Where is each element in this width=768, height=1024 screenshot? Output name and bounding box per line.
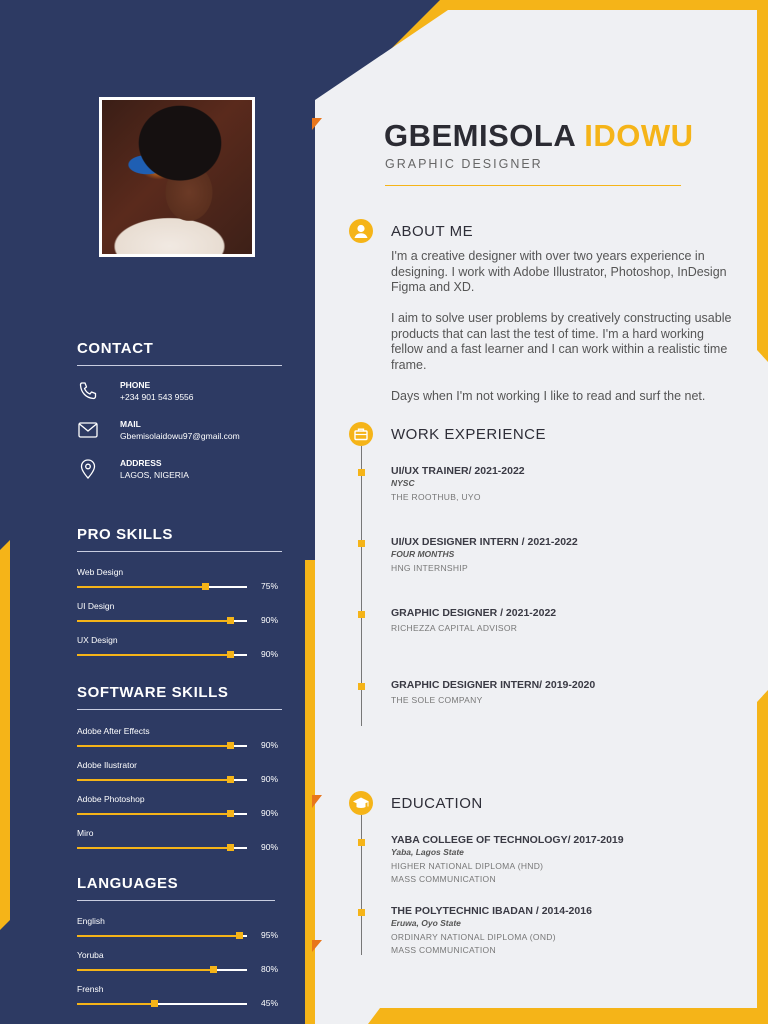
timeline-dot [358, 611, 365, 618]
pro-skill-row [77, 635, 287, 665]
software-skill-name: Adobe Ilustrator [77, 760, 138, 770]
location-pin-icon [77, 458, 99, 480]
pro-skill-bar-fill [77, 586, 205, 588]
last-name: IDOWU [584, 118, 694, 153]
profile-photo [102, 100, 252, 254]
about-paragraph: I'm a creative designer with over two years experience in designing. I work with Adobe Illustrator, Photoshop, InDesign Figma and XD. [391, 249, 727, 294]
language-bar-marker [151, 1000, 158, 1007]
mail-icon [77, 419, 99, 441]
work-entry [391, 679, 731, 707]
contact-address-value: LAGOS, NIGERIA [120, 470, 189, 480]
software-skill-bar-marker [227, 810, 234, 817]
software-skills-heading: SOFTWARE SKILLS [77, 684, 282, 710]
about-paragraph: I aim to solve user problems by creatively constructing usable products that can last the test of time. I'm a hard working fellow and a fast learner and I can work within a realistic time frame. [391, 311, 732, 372]
work-entry-org: THE SOLE COMPANY [391, 695, 483, 705]
name-divider [385, 185, 681, 186]
work-entry [391, 536, 731, 575]
software-skill-bar [77, 779, 247, 781]
software-skill-bar-fill [77, 779, 230, 781]
timeline-dot [358, 683, 365, 690]
language-percent: 80% [261, 964, 279, 974]
software-skill-percent: 90% [261, 842, 279, 852]
about-paragraph: Days when I'm not working I like to read and surf the net. [391, 388, 706, 403]
work-entry [391, 465, 731, 504]
phone-icon [77, 380, 99, 402]
contact-phone-label: PHONE [120, 380, 151, 390]
software-skill-row [77, 726, 287, 756]
language-bar [77, 1003, 247, 1005]
work-entry-org: RICHEZZA CAPITAL ADVISOR [391, 623, 518, 633]
education-entry-title: THE POLYTECHNIC IBADAN / 2014-2016 [391, 905, 592, 917]
language-row [77, 916, 287, 946]
language-row [77, 984, 287, 1014]
software-skill-row [77, 760, 287, 790]
contact-phone-value: +234 901 543 9556 [120, 392, 194, 402]
pro-skill-row [77, 567, 287, 597]
work-entry [391, 607, 731, 635]
pro-skill-bar [77, 620, 247, 622]
software-skill-bar-marker [227, 742, 234, 749]
education-entry-details [391, 860, 731, 885]
contact-address [77, 458, 282, 488]
education-entry-line: MASS COMMUNICATION [391, 873, 496, 884]
language-name: English [77, 916, 105, 926]
language-bar-fill [77, 969, 213, 971]
software-skill-row [77, 794, 287, 824]
education-entry-location: Eruwa, Oyo State [391, 918, 461, 928]
profile-photo-frame [99, 97, 255, 257]
contact-phone[interactable] [77, 380, 282, 410]
language-bar [77, 935, 247, 937]
job-role: GRAPHIC DESIGNER [385, 157, 543, 171]
work-entry-org: THE ROOTHUB, UYO [391, 492, 481, 502]
language-row [77, 950, 287, 980]
briefcase-icon [349, 422, 373, 446]
contact-mail-label: MAIL [120, 419, 141, 429]
work-entry-title: UI/UX TRAINER/ 2021-2022 [391, 465, 525, 477]
work-entry-title: UI/UX DESIGNER INTERN / 2021-2022 [391, 536, 578, 548]
work-entry-title: GRAPHIC DESIGNER INTERN/ 2019-2020 [391, 679, 596, 691]
pro-skill-name: UI Design [77, 601, 115, 611]
timeline-dot [358, 469, 365, 476]
software-skill-bar-marker [227, 776, 234, 783]
pro-skill-bar [77, 654, 247, 656]
software-skill-bar [77, 745, 247, 747]
software-skill-bar-fill [77, 847, 230, 849]
pro-skill-bar-fill [77, 654, 230, 656]
pro-skill-percent: 90% [261, 615, 279, 625]
languages-heading: LANGUAGES [77, 875, 275, 901]
software-skill-name: Adobe Photoshop [77, 794, 145, 804]
software-skill-bar [77, 847, 247, 849]
contact-mail[interactable] [77, 419, 282, 449]
contact-address-label: ADDRESS [120, 458, 162, 468]
education-entry-details [391, 931, 731, 956]
pro-skill-percent: 90% [261, 649, 279, 659]
software-skill-percent: 90% [261, 774, 279, 784]
software-skill-bar-fill [77, 813, 230, 815]
software-skill-bar-marker [227, 844, 234, 851]
education-entry-line: ORDINARY NATIONAL DIPLOMA (OND) [391, 932, 556, 942]
software-skill-bar-fill [77, 745, 230, 747]
pro-skills-heading: PRO SKILLS [77, 526, 282, 552]
education-entry [391, 834, 731, 885]
first-name: GBEMISOLA [384, 118, 576, 153]
language-name: Yoruba [77, 950, 104, 960]
work-heading: WORK EXPERIENCE [391, 426, 547, 443]
language-bar [77, 969, 247, 971]
pro-skill-name: Web Design [77, 567, 124, 577]
education-entry-line: HIGHER NATIONAL DIPLOMA (HND) [391, 861, 544, 871]
software-skill-name: Adobe After Effects [77, 726, 150, 736]
software-skill-name: Miro [77, 828, 94, 838]
timeline-dot [358, 909, 365, 916]
education-entry [391, 905, 731, 956]
work-entry-title: GRAPHIC DESIGNER / 2021-2022 [391, 607, 557, 619]
timeline-dot [358, 540, 365, 547]
education-timeline [361, 815, 362, 955]
pro-skill-bar-marker [227, 651, 234, 658]
software-skill-bar [77, 813, 247, 815]
graduation-cap-icon [349, 791, 373, 815]
work-entry-subtitle: NYSC [391, 478, 415, 488]
education-heading: EDUCATION [391, 795, 483, 812]
software-skill-percent: 90% [261, 808, 279, 818]
timeline-dot [358, 839, 365, 846]
about-heading: ABOUT ME [391, 223, 474, 240]
work-entry-org: HNG INTERNSHIP [391, 563, 468, 573]
person-icon [349, 219, 373, 243]
contact-heading: CONTACT [77, 340, 282, 366]
pro-skill-name: UX Design [77, 635, 118, 645]
work-entry-subtitle: FOUR MONTHS [391, 549, 455, 559]
pro-skill-bar-fill [77, 620, 230, 622]
education-entry-location: Yaba, Lagos State [391, 847, 464, 857]
language-bar-fill [77, 935, 239, 937]
pro-skill-row [77, 601, 287, 631]
education-entry-title: YABA COLLEGE OF TECHNOLOGY/ 2017-2019 [391, 834, 624, 846]
software-skill-row [77, 828, 287, 858]
pro-skill-percent: 75% [261, 581, 279, 591]
language-percent: 95% [261, 930, 279, 940]
about-text [391, 249, 736, 420]
language-bar-marker [236, 932, 243, 939]
pro-skill-bar-marker [202, 583, 209, 590]
language-bar-fill [77, 1003, 154, 1005]
language-bar-marker [210, 966, 217, 973]
language-percent: 45% [261, 998, 279, 1008]
language-name: Frensh [77, 984, 104, 994]
contact-mail-value: Gbemisolaidowu97@gmail.com [120, 431, 240, 441]
software-skill-percent: 90% [261, 740, 279, 750]
pro-skill-bar-marker [227, 617, 234, 624]
full-name [384, 118, 693, 154]
pro-skill-bar [77, 586, 247, 588]
education-entry-line: MASS COMMUNICATION [391, 944, 496, 955]
